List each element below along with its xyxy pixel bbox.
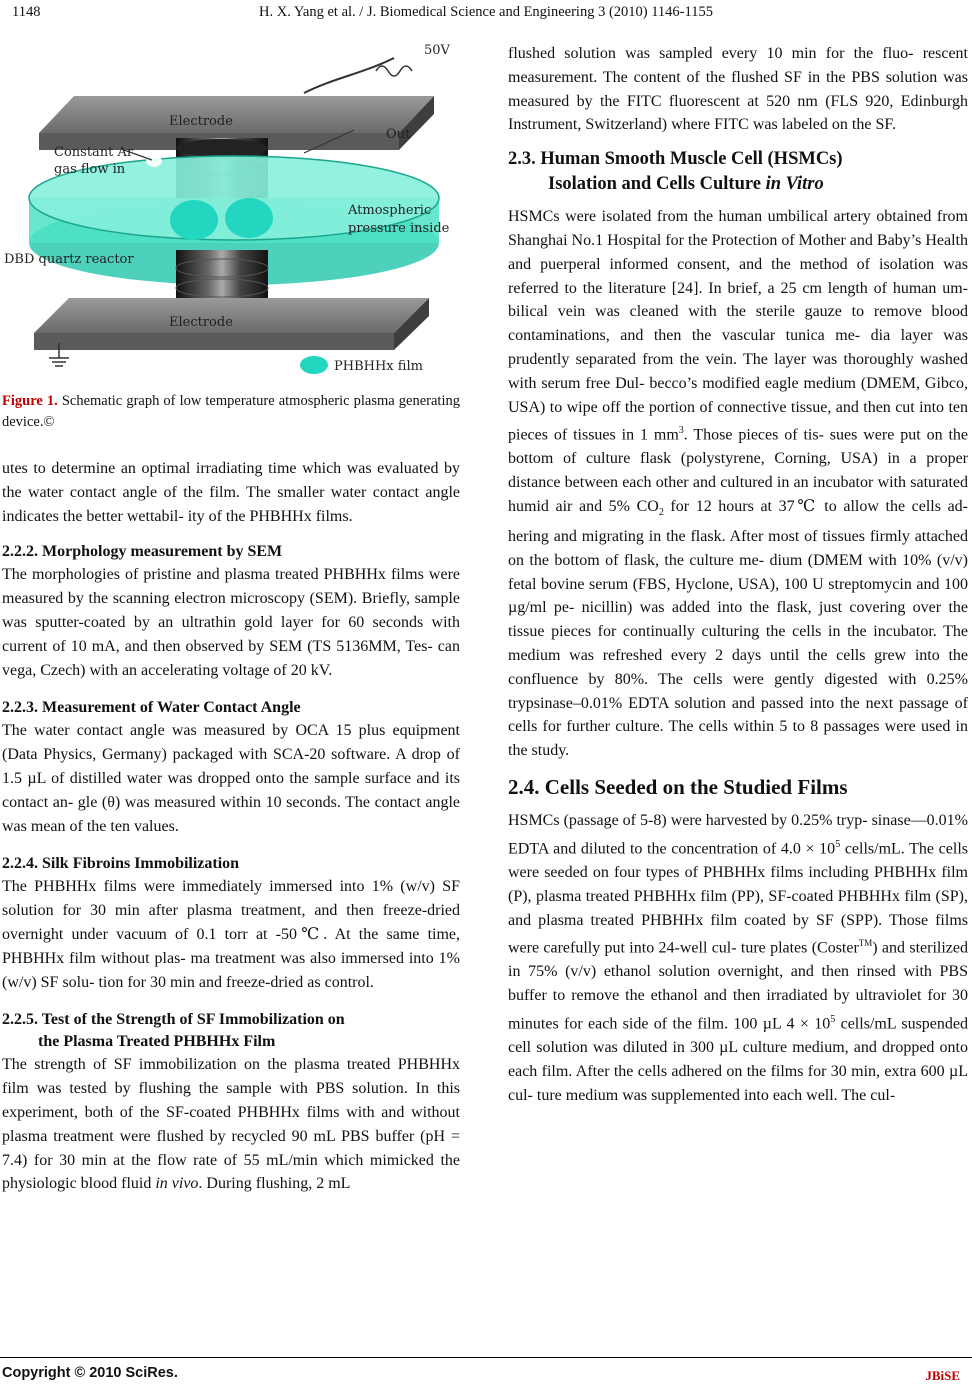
voltage-label: 50V	[424, 43, 450, 58]
section-heading-2-4: 2.4. Cells Seeded on the Studied Films	[508, 775, 848, 800]
paragraph: utes to determine an optimal irradiating time which was evaluated by the water contact angle of the film. The smaller water contact angle indicates the better wettabil- ity of the PHBHHx films.	[2, 460, 460, 525]
legend-film-swatch	[300, 356, 328, 374]
section-heading-2-3: 2.3. Human Smooth Muscle Cell (HSMCs)	[508, 149, 843, 170]
gas-in-label-1: Constant Ar	[54, 145, 134, 160]
section-heading-2-2-5: 2.2.5. Test of the Strength of SF Immobilization on	[2, 1011, 345, 1029]
gas-in-label-2: gas flow in	[54, 162, 126, 177]
section-heading-2-2-4: 2.2.4. Silk Fibroins Immobilization	[2, 855, 240, 873]
right-column	[508, 42, 968, 1108]
figure-caption-text: Schematic graph of low temperature atmospheric plasma generating device.©	[2, 393, 460, 430]
paragraph: The PHBHHx films were immediately immersed into 1% (w/v) SF solution for 30 min after plasma treatment, and then freeze-dried overnight under vacuum of 0.1 torr at -50℃. At the same time, PHBHHx film without plas- ma treatment was also immersed into 1% (w/v) SF solu- tion for 30 min and freeze-dried as control.	[2, 878, 460, 991]
footer-copyright: Copyright © 2010 SciRes.	[2, 1365, 178, 1381]
section-heading-2-2-3: 2.2.3. Measurement of Water Contact Angle	[2, 699, 301, 717]
film-sample-1	[170, 200, 218, 240]
footer-journal: JBiSE	[925, 1368, 960, 1383]
left-column	[2, 457, 460, 1196]
legend-film-label: PHBHHx film	[334, 359, 423, 374]
plasma-device-schematic	[4, 38, 462, 378]
figure-1-diagram	[4, 38, 462, 378]
bottom-electrode-front-face	[34, 333, 394, 350]
page-number: 1148	[12, 4, 41, 20]
footer-rule	[0, 1357, 972, 1358]
paragraph: flushed solution was sampled every 10 min for the fluo- rescent measurement. The content of the flushed SF in the PBS solution was measured by the FITC fluorescent at 520 nm (FLS 920, Edinburgh Instrument, Switzerland) where FITC was labeled on the SF.	[508, 45, 968, 134]
figure-caption-label: Figure 1.	[2, 393, 58, 409]
atmospheric-label-2: pressure inside	[348, 221, 450, 236]
film-sample-2	[225, 198, 273, 238]
top-electrode-label: Electrode	[169, 114, 233, 129]
paragraph: HSMCs (passage of 5-8) were harvested by 0.25% tryp- sinase—0.01% EDTA and diluted to the concentration of $4.0 \times 10^5$ cells/mL. The cells were seeded on four types of PHBHHx films including PHBHHx film (P), plasma treated PHBHHx film (PP), SF-coated PHBHHx film (SP), and plasma treated PHBHHx film coated by SF (SPP). Those films were carefully put into 24-well cul- ture plates (Coster™) and sterilized in 75% (v/v) ethanol solution overnight, and then rinsed with PBS buffer to remove the ethanol and then irradiated by ultraviolet for 30 minutes for each side of the film. 100 µL $4 \times 10^5$ cells/mL suspended cell solution was diluted in 300 µL culture medium, and dropped onto each film. After the cells adhered on the films for 30 min, extra 600 µL cul- ture medium was supplemented into each well. The cul-	[508, 812, 969, 1104]
power-wire	[304, 58, 394, 93]
paragraph: HSMCs were isolated from the human umbilical artery obtained from Shanghai No.1 Hospital for the Protection of Mother and Baby’s Health and puerperal informed consent, and the method of isolation was referred to the literature [24]. In brief, a 25 cm length of human um- bilical vein was cleaned with the sterile gauze to remove blood contaminations, and then the vascular tunica me- dia layer was prudently separated from the vein. The layer was thoroughly washed with serum free Dul- becco’s modified eagle medium (DMEM, Gibco, USA) to wipe off the portion of connective tissue, and then cut into ten pieces of tissues in 1 $mm^3$. Those pieces of tis- sues were put on the bottom of culture flask (polystyrene, Corning, USA) in a proper distance between each other and cultured in an incubator with saturated humid air and 5% $CO_2$ for 12 hours at 37℃ to allow the cells ad- hering and migrating in the flask. After most of tissues firmly attached on the bottom of flask, the culture me- dium (DMEM with 10% (v/v) fetal bovine serum (FBS, Hyclone, USA), 100 U streptomycin and 100 µg/ml pe- nicillin) was added into the flask, just covering over the tissue pieces for continually culturing the cells in the incubator. The medium was refreshed every 2 days until the cells grew into the confluence by 80%. The cells were gently digested with 0.25% trypsinase–0.01% EDTA solution and passed into the next passage of cells for further culture. The cells within 5 to 8 passages were used in the study.	[508, 208, 969, 760]
paragraph: The morphologies of pristine and plasma treated PHBHHx films were measured by the scanning electron microscopy (SEM). Briefly, sample was sputter-coated by an ultrathin gold layer for 60 seconds with current of 10 mA, and then observed by SEM (TS 5136MM, Tes- can vega, Czech) with an accelerating voltage of 20 kV.	[2, 566, 460, 679]
section-heading-2-2-5-cont: the Plasma Treated PHBHHx Film	[38, 1033, 276, 1051]
bottom-electrode-label: Electrode	[169, 315, 233, 330]
paragraph: The water contact angle was measured by OCA 15 plus equipment (Data Physics, Germany) packaged with SCA-20 software. A drop of 1.5 µL of distilled water was dropped onto the sample surface and its contact an- gle (θ) was measured within 10 seconds. The contact angle was mean of the ten values.	[2, 722, 460, 835]
top-electrode-top-face	[39, 96, 434, 133]
reactor-label: DBD quartz reactor	[4, 252, 134, 267]
wire-coil	[376, 66, 412, 76]
running-title-text: H. X. Yang et al. / J. Biomedical Science and Engineering 3 (2010) 1146-1155	[259, 4, 713, 20]
section-heading-2-3-cont: Isolation and Cells Culture in Vitro	[548, 174, 824, 195]
out-label: Out	[386, 127, 411, 142]
atmospheric-label-1: Atmospheric	[348, 203, 432, 218]
running-title	[0, 4, 972, 21]
paragraph: The strength of SF immobilization on the plasma treated PHBHHx film was tested by flushing the sample with PBS solution. In this experiment, both of the SF-coated PHBHHx films with and without plasma treatment were flushed by recycled 90 mL PBS buffer (pH = 7.4) for 30 min at the flow rate of 55 mL/min which mimicked the physiologic blood fluid in vivo. During flushing, 2 mL	[2, 1056, 460, 1193]
figure-caption	[2, 391, 460, 433]
section-heading-2-2-2: 2.2.2. Morphology measurement by SEM	[2, 543, 283, 561]
